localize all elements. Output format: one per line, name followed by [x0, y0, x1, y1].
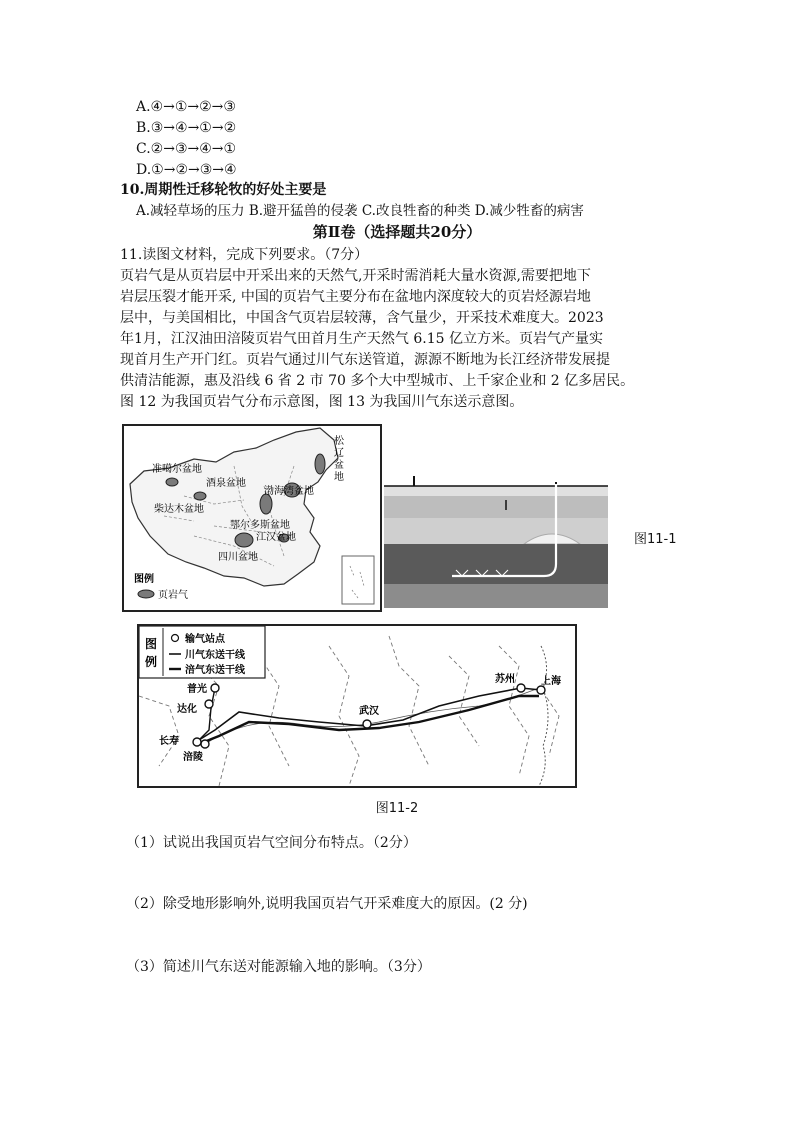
basin-label-junggar: 准噶尔盆地 [152, 464, 202, 475]
basin-sichuan-shape [235, 533, 253, 547]
station-suzhou [517, 684, 525, 692]
basin-label-jiuquan: 酒泉盆地 [206, 478, 246, 489]
station-wuhan [363, 720, 371, 728]
legend-swatch [138, 590, 154, 598]
sub-question-3: （3）简述川气东送对能源输入地的影响。（3分） [126, 959, 431, 975]
city-suzhou: 苏州 [495, 674, 515, 685]
fig-11-2-caption: 图11-2 [375, 801, 419, 816]
station-puguang [211, 684, 219, 692]
pipeline-map-figure [139, 626, 575, 786]
material-line: 页岩气是从页岩层中开采出来的天然气,开采时需消耗大量水资源,需要把地下 [120, 268, 591, 284]
basin-label-songliao-4: 地 [334, 472, 344, 483]
legend-title-char: 图 [145, 637, 158, 651]
material-line: 层中，与美国相比，中国含气页岩层较薄，含气量少，开采技术难度大。2023 [120, 310, 604, 326]
city-puguang: 普光 [187, 684, 207, 695]
section-title: 第Ⅱ卷（选择题共20分） [312, 223, 482, 241]
material-line: 现首月生产开门红。页岩气通过川气东送管道，源源不断地为长江经济带发展提 [120, 352, 610, 368]
basin-label-songliao-2: 辽 [334, 448, 344, 459]
material-line: 岩层压裂才能开采, 中国的页岩气主要分布在盆地内深度较大的页岩烃源岩地 [120, 289, 591, 305]
q10-stem: 10.周期性迁移轮牧的好处主要是 [120, 182, 327, 198]
basin-label-songliao-1: 松 [334, 436, 344, 447]
legend-item-fuling: 涪气东送干线 [185, 665, 245, 676]
basin-ordos-shape [260, 494, 272, 514]
basin-label-ordos: 鄂尔多斯盆地 [230, 520, 290, 531]
coast [539, 646, 548, 786]
basin-label-bohai: 渤海湾盆地 [264, 486, 314, 497]
surface-layer [384, 486, 608, 496]
fig-11-1-caption: 图11-1 [634, 532, 677, 547]
legend-item-station: 输气站点 [185, 634, 225, 645]
station-shanghai [537, 686, 545, 694]
q11-stem: 11.读图文材料，完成下列要求。（7分） [120, 247, 369, 263]
q11-material [120, 266, 690, 413]
basin-label-songliao-3: 盆 [334, 460, 344, 471]
south-sea-inset [342, 556, 374, 604]
q9-option-b: B.③→④→①→② [136, 120, 237, 136]
shale-gas-map [122, 424, 382, 612]
legend-item-main: 川气东送干线 [185, 650, 245, 661]
legend-item: 页岩气 [158, 590, 188, 601]
city-wuhan: 武汉 [359, 706, 379, 717]
basin-label-jianghan: 江汉盆地 [256, 532, 296, 543]
basin-junggar-shape [166, 478, 178, 486]
city-shanghai: 上海 [541, 676, 561, 687]
material-line: 年1月，江汉油田涪陵页岩气田首月生产天然气 6.15 亿立方米。页岩气产量实 [120, 331, 603, 347]
q10-options: A.减轻草场的压力 B.避开猛兽的侵袭 C.改良牲畜的种类 D.减少牲畜的病害 [136, 203, 584, 219]
station-fuling [201, 740, 209, 748]
q9-option-c: C.②→③→④→① [136, 141, 237, 157]
material-line: 供清洁能源，惠及沿线 6 省 2 市 70 多个大中型城市、上千家企业和 2 亿多居民。 [120, 373, 635, 389]
station-dahua [205, 700, 213, 708]
city-fuling: 涪陵 [183, 752, 203, 763]
material-line: 图 12 为我国页岩气分布示意图，图 13 为我国川气东送示意图。 [120, 394, 524, 410]
basin-songliao-shape [315, 454, 325, 474]
sub-question-1: （1）试说出我国页岩气空间分布特点。（2分） [126, 835, 417, 851]
q9-option-a: A.④→①→②→③ [136, 99, 236, 115]
cross-section-figure [384, 424, 608, 608]
station-changshou [193, 738, 201, 746]
basin-label-qaidam: 柴达木盆地 [154, 504, 204, 515]
legend-title-char: 例 [145, 655, 158, 669]
legend-title: 图例 [134, 574, 154, 585]
pipeline-map [137, 624, 577, 788]
legend-station-swatch [172, 635, 179, 642]
shale-layer [384, 544, 608, 584]
city-dahua: 达化 [177, 704, 197, 715]
basin-qaidam-shape [194, 492, 206, 500]
china-map-figure [124, 426, 380, 610]
shale-section-diagram [384, 424, 608, 608]
q9-option-d: D.①→②→③→④ [136, 162, 237, 178]
city-changshou: 长寿 [159, 736, 179, 747]
bottom-layer [384, 584, 608, 608]
basin-label-sichuan: 四川盆地 [218, 552, 258, 563]
layer-light [384, 496, 608, 518]
sub-question-2: （2）除受地形影响外,说明我国页岩气开采难度大的原因。(2 分) [126, 896, 528, 912]
